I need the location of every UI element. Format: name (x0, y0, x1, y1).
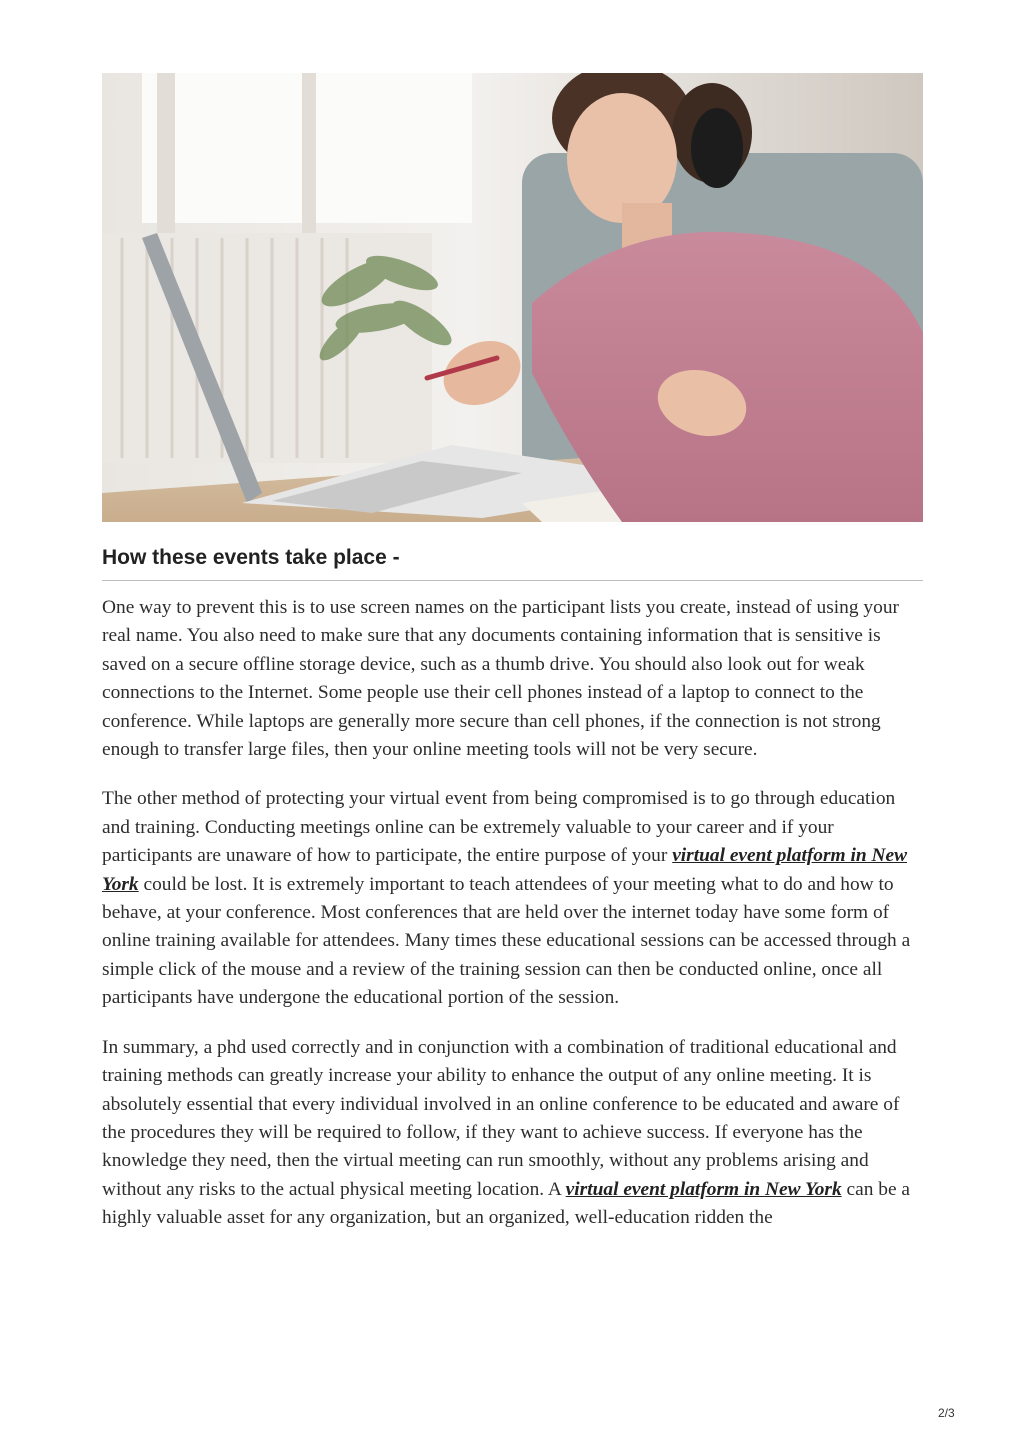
woman-laptop-headphones-photo (102, 73, 923, 522)
page-number: 2/3 (938, 1406, 955, 1420)
paragraph-1: One way to prevent this is to use screen names on the participant lists you create, instead of using your real name. You also need to make sure that any documents containing information that is sensitive is saved on a secure offline storage device, such as a thumb drive. You should also look out for weak connections to the Internet. Some people use their cell phones instead of a laptop to connect to the conference. While laptops are generally more secure than cell phones, if the connection is not strong enough to transfer large files, then your online meeting tools will not be very secure. (102, 597, 899, 761)
paragraph-3: In summary, a phd used correctly and in conjunction with a combination of traditional educational and training methods can greatly increase your ability to enhance the output of any online meeting. It is absolutely essential that every individual involved in an online conference to be educated and aware of the procedures they will be required to follow, if they want to achieve success. If everyone has the knowledge they need, then the virtual meeting can run smoothly, without any problems arising and without any risks to the actual physical meeting location. A virtual event platform in New York can be a highly valuable asset for any organization, but an organized, well-education ridden the (102, 1036, 911, 1229)
article-body (102, 594, 923, 1254)
article-photo (102, 73, 923, 522)
virtual-event-platform-link[interactable]: virtual event platform in New York (102, 845, 908, 895)
virtual-event-platform-link[interactable]: virtual event platform in New York (565, 1178, 842, 1200)
paragraph-2: The other method of protecting your virtual event from being compromised is to go through education and training. Conducting meetings online can be extremely valuable to your career and if your participants are unaware of how to participate, the entire purpose of your virtual event platform in New York could be lost. It is extremely important to teach attendees of your meeting what to do and how to behave, at your conference. Most conferences that are held over the internet today have some form of online training available for attendees. Many times these educational sessions can be accessed through a simple click of the mouse and a review of the training session can then be conducted online, once all participants have undergone the educational portion of the session. (102, 788, 911, 1009)
section-heading: How these events take place - (102, 546, 923, 581)
